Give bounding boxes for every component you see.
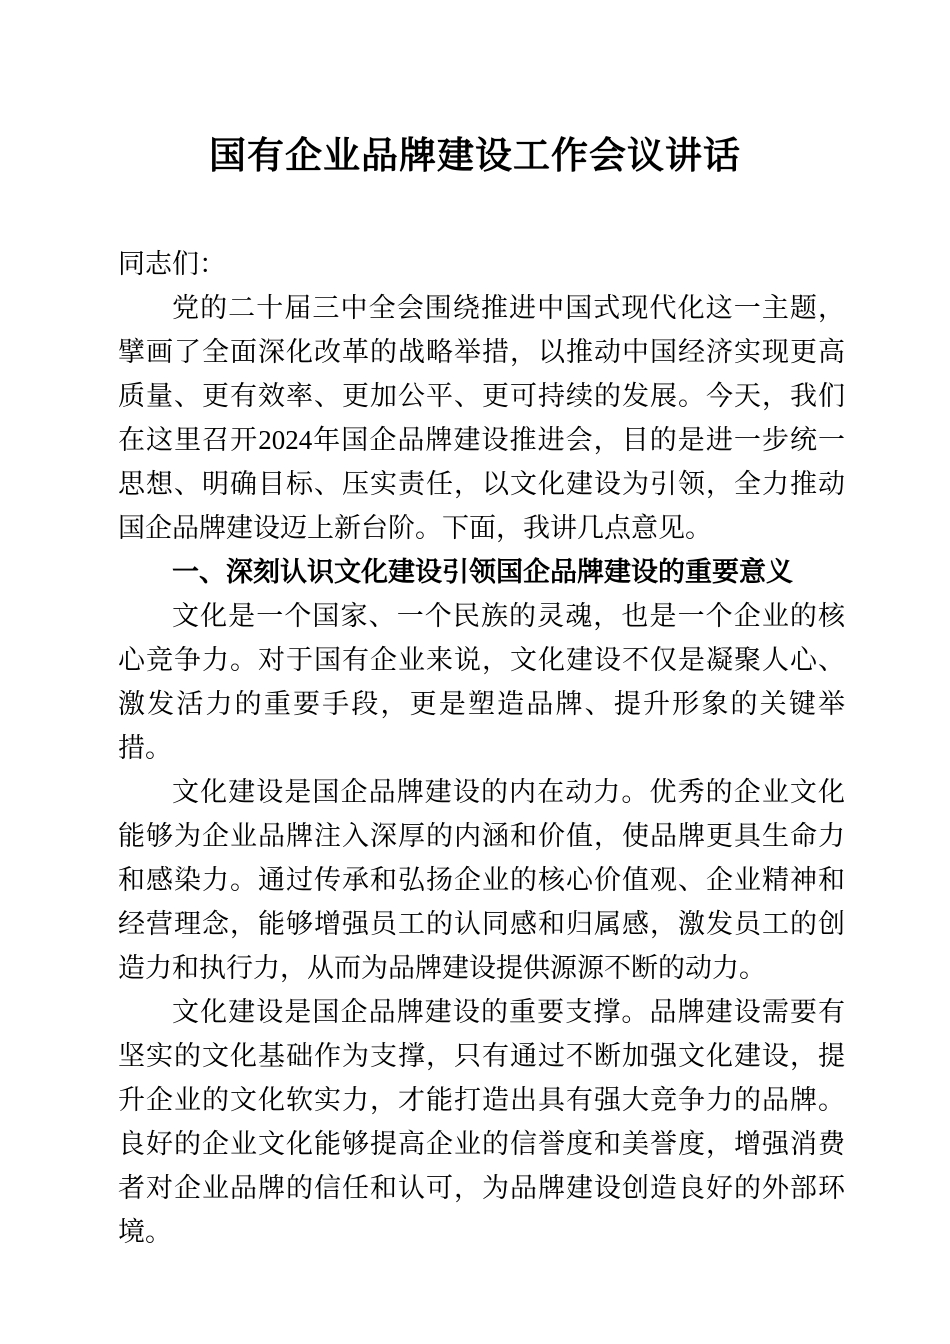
salutation: 同志们： — [118, 249, 226, 279]
paragraph-intro: 党的二十届三中全会围绕推进中国式现代化这一主题，擘画了全面深化改革的战略举措，以推动中国经济实现更高质量、更有效率、更加公平、更可持续的发展。今天，我们在这里召开2024年国企品牌建设推进会，目的是进一步统一思想、明确目标、压实责任，以文化建设为引领，全力推动国企品牌建设迈上新台阶。下面，我讲几点意见。 — [118, 293, 845, 543]
paragraph-important-support: 文化建设是国企品牌建设的重要支撑。品牌建设需要有坚实的文化基础作为支撑，只有通过不断加强文化建设，提升企业的文化软实力，才能打造出具有强大竞争力的品牌。良好的企业文化能够提高企业的信誉度和美誉度，增强消费者对企业品牌的信任和认可，为品牌建设创造良好的外部环境。 — [118, 997, 845, 1247]
paragraph-inner-drive: 文化建设是国企品牌建设的内在动力。优秀的企业文化能够为企业品牌注入深厚的内涵和价值，使品牌更具生命力和感染力。通过传承和弘扬企业的核心价值观、企业精神和经营理念，能够增强员工的认同感和归属感，激发员工的创造力和执行力，从而为品牌建设提供源源不断的动力。 — [118, 777, 845, 983]
paragraph-culture-soul: 文化是一个国家、一个民族的灵魂，也是一个企业的核心竞争力。对于国有企业来说，文化建设不仅是凝聚人心、激发活力的重要手段，更是塑造品牌、提升形象的关键举措。 — [118, 601, 845, 763]
section-heading-1: 一、深刻认识文化建设引领国企品牌建设的重要意义 — [172, 557, 793, 587]
document-body — [0, 242, 950, 1254]
document-title: 国有企业品牌建设工作会议讲话 — [209, 136, 741, 177]
